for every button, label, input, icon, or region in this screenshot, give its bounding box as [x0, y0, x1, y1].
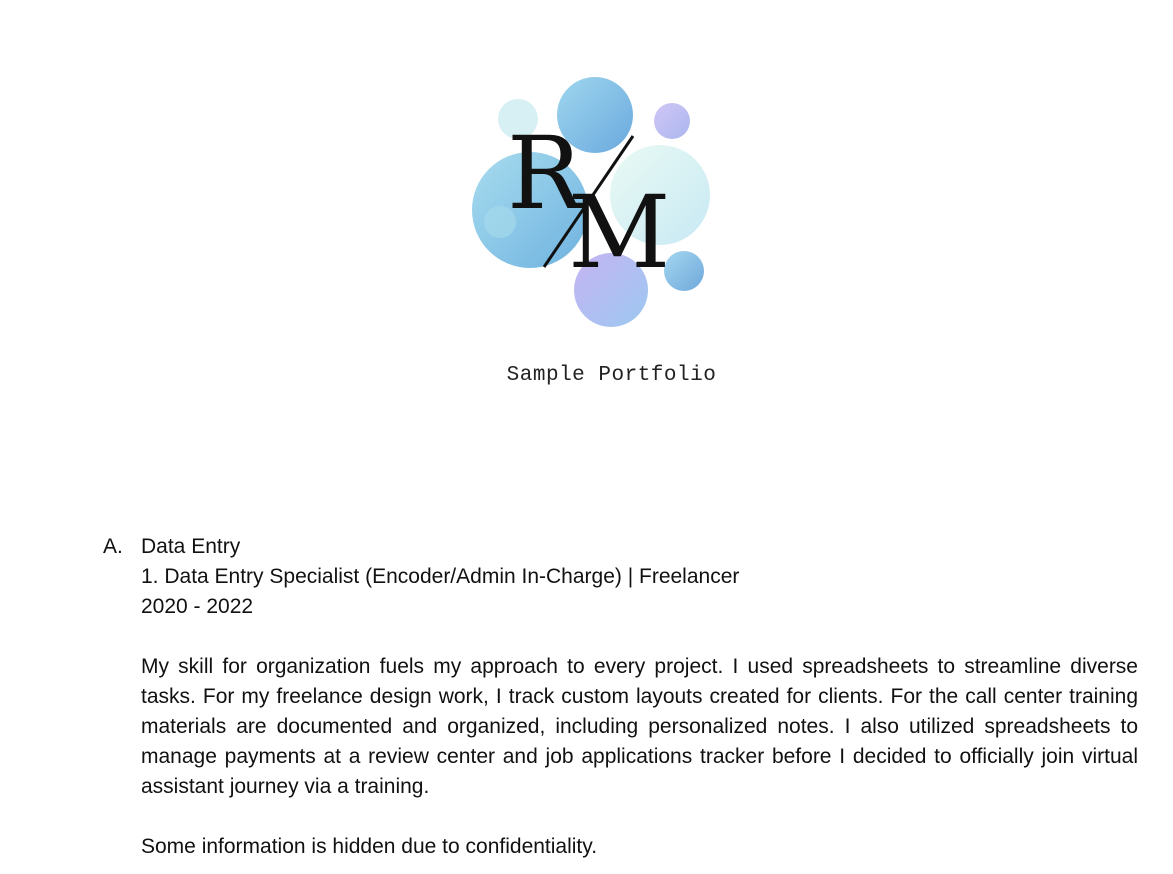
- section-title: Data Entry: [141, 535, 241, 558]
- logo-graphic: [455, 70, 725, 340]
- monogram-letter-r: R: [507, 115, 583, 232]
- page-subtitle: Sample Portfolio: [506, 364, 717, 387]
- bubble-small-right: [654, 103, 690, 139]
- section-letter: A.: [103, 535, 123, 558]
- role-description: My skill for organization fuels my approach to every project. I used spreadsheets to streamline diverse tasks. For my freelance design work, I track custom layouts created for clients. For the call center training materials are documented and organized, including personalized notes. I also utilized spreadsheets to manage payments at a review center and job applications tracker before I decided to officially join virtual assistant journey via a training.: [141, 655, 1138, 798]
- role-years: 2020 - 2022: [141, 595, 254, 618]
- role-title: 1. Data Entry Specialist (Encoder/Admin In-Charge) | Freelancer: [141, 565, 740, 588]
- section-data-entry: [103, 532, 1138, 862]
- rm-monogram-logo: [455, 70, 725, 340]
- monogram-letter-m: M: [568, 174, 671, 291]
- confidentiality-note: Some information is hidden due to confidentiality.: [141, 835, 598, 858]
- section-heading: [103, 532, 1138, 562]
